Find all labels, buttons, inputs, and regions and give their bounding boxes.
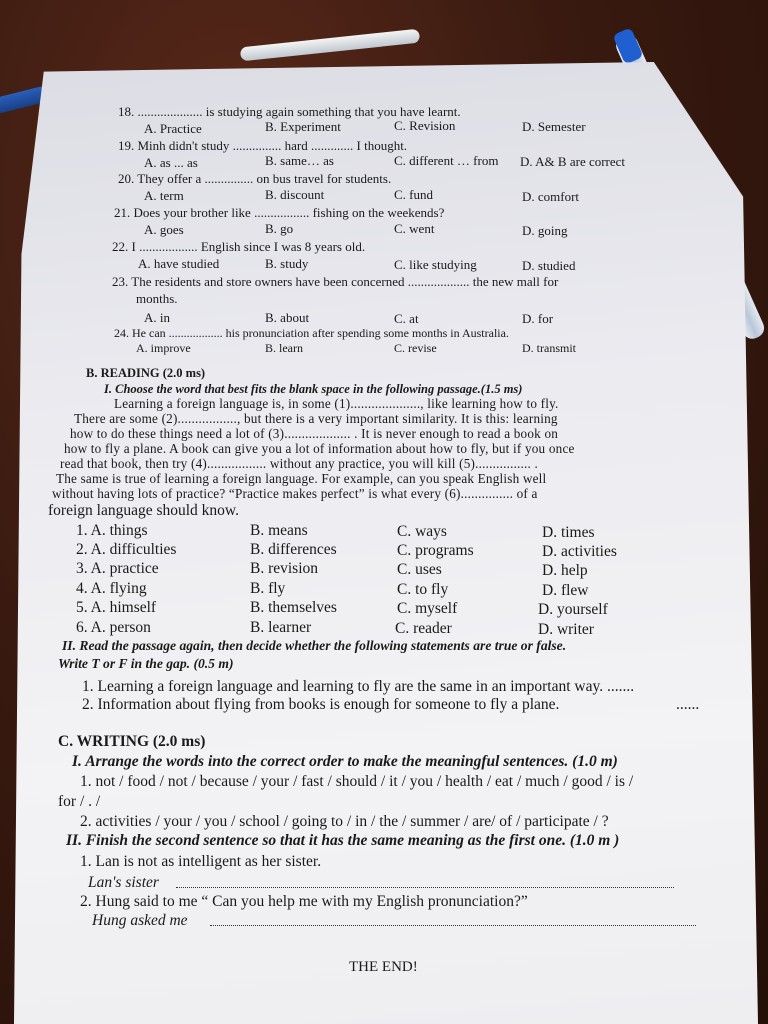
- choice: C. ways: [397, 523, 447, 540]
- choice: C. myself: [397, 600, 458, 617]
- choice: D. help: [542, 562, 588, 579]
- option: D. A& B are correct: [520, 154, 626, 169]
- option: A. improve: [136, 341, 191, 355]
- the-end: THE END!: [349, 959, 418, 975]
- question-stem: 23. The residents and store owners have been concerned ................... the new mall for: [112, 274, 559, 289]
- reading-part1-instruction: I. Choose the word that best fits the blank space in the following passage.(1.5 ms): [104, 382, 523, 396]
- choice: B. learner: [250, 619, 312, 636]
- choice: 1. A. things: [76, 522, 148, 539]
- option: C. Revision: [394, 118, 456, 133]
- writing-part1-instruction: I. Arrange the words into the correct order to make the meaningful sentences. (1.0 m): [72, 753, 618, 770]
- option: C. like studying: [394, 257, 477, 272]
- passage-line: without having lots of practice? “Practice makes perfect” is what every (6)............... of a: [52, 486, 538, 501]
- choice: D. flew: [542, 582, 589, 599]
- option: B. about: [265, 310, 310, 325]
- passage-line: Learning a foreign language is, in some (1)...................., like learning how to fly.: [114, 396, 559, 411]
- option: C. revise: [394, 341, 437, 355]
- question-stem: 21. Does your brother like ................. fishing on the weekends?: [114, 205, 445, 220]
- option: C. fund: [394, 187, 433, 202]
- option: A. in: [144, 310, 170, 325]
- option: A. have studied: [138, 256, 220, 271]
- rewrite-start: Lan's sister: [88, 874, 159, 891]
- passage-line: foreign language should know.: [48, 502, 239, 519]
- choice: B. revision: [250, 560, 319, 577]
- passage-line: how to do these things need a lot of (3)................... . It is never enough to read a book on: [70, 426, 559, 441]
- statement: 1. Learning a foreign language and learning to fly are the same in an important way. .......: [82, 678, 635, 695]
- option: C. went: [394, 221, 435, 236]
- choice: D. yourself: [538, 601, 608, 618]
- writing-heading: C. WRITING (2.0 ms): [58, 733, 206, 750]
- option: C. different … from: [394, 153, 499, 168]
- arrange-item: 1. not / food / not / because / your / fast / should / it / you / health / eat / much / good / is /: [80, 773, 634, 790]
- arrange-item: for / . /: [58, 793, 101, 810]
- rewrite-sentence: 1. Lan is not as intelligent as her sister.: [80, 853, 322, 870]
- option: B. study: [265, 256, 309, 271]
- option: D. Semester: [522, 119, 586, 134]
- choice: B. differences: [250, 541, 337, 558]
- writing-part2-instruction: II. Finish the second sentence so that it has the same meaning as the first one. (1.0 m ): [66, 832, 620, 849]
- option: D. transmit: [522, 341, 576, 355]
- passage-line: The same is true of learning a foreign language. For example, can you speak English well: [56, 471, 547, 486]
- option: B. go: [265, 221, 294, 236]
- choice: 6. A. person: [76, 619, 151, 636]
- passage-line: how to fly a plane. A book can give you a lot of information about how to fly, but if you once: [64, 441, 575, 456]
- question-stem: 19. Minh didn't study ............... hard ............. I thought.: [118, 138, 408, 153]
- rewrite-sentence: 2. Hung said to me “ Can you help me with my English pronunciation?”: [80, 893, 528, 910]
- option: D. studied: [522, 258, 576, 273]
- choice: 3. A. practice: [76, 560, 159, 577]
- choice: D. activities: [542, 543, 617, 560]
- answer-line[interactable]: [210, 925, 696, 926]
- passage-line: There are some (2)................., but there is a very important similarity. It is this: learning: [74, 411, 558, 426]
- question-stem: 22. I .................. English since I was 8 years old.: [112, 239, 366, 254]
- choice: 5. A. himself: [76, 599, 157, 616]
- option: A. as ... as: [144, 155, 198, 170]
- rewrite-start: Hung asked me: [92, 912, 188, 929]
- option: B. learn: [265, 341, 303, 355]
- reading-part2-instruction: II. Read the passage again, then decide whether the following statements are true or false.: [62, 638, 567, 653]
- question-stem: 18. .................... is studying again something that you have learnt.: [118, 104, 461, 119]
- choice: C. to fly: [397, 581, 449, 598]
- question-stem: 24. He can .................. his pronunciation after spending some months in Australia.: [114, 326, 509, 340]
- choice: B. themselves: [250, 599, 337, 616]
- option: B. same… as: [265, 153, 334, 168]
- choice: C. reader: [395, 620, 452, 637]
- option: D. comfort: [522, 189, 580, 204]
- choice: C. uses: [397, 561, 442, 578]
- option: A. goes: [144, 222, 184, 237]
- choice: D. times: [542, 524, 595, 541]
- question-stem: 20. They offer a ............... on bus travel for students.: [118, 171, 392, 186]
- option: C. at: [394, 311, 419, 326]
- arrange-item: 2. activities / your / you / school / going to / in / the / summer / are/ of / participate / ?: [80, 813, 609, 830]
- passage-line: read that book, then try (4)................. without any practice, you will kill (5)................ .: [60, 456, 539, 471]
- choice: B. fly: [250, 580, 286, 597]
- answer-line[interactable]: [176, 887, 674, 888]
- reading-heading: B. READING (2.0 ms): [86, 366, 206, 380]
- option: B. discount: [265, 187, 325, 202]
- choice: 2. A. difficulties: [76, 541, 177, 558]
- statement-gap: ......: [676, 696, 700, 713]
- choice: C. programs: [397, 542, 474, 559]
- option: A. term: [144, 188, 184, 203]
- question-stem-continued: months.: [136, 291, 178, 306]
- statement: 2. Information about flying from books is enough for someone to fly a plane.: [82, 696, 560, 713]
- choice: 4. A. flying: [76, 580, 147, 597]
- option: A. Practice: [144, 121, 202, 136]
- option: B. Experiment: [265, 119, 341, 134]
- choice: B. means: [250, 522, 308, 539]
- reading-part2-instruction: Write T or F in the gap. (0.5 m): [58, 656, 234, 671]
- choice: D. writer: [538, 621, 594, 638]
- option: D. going: [522, 223, 568, 238]
- option: D. for: [522, 311, 554, 326]
